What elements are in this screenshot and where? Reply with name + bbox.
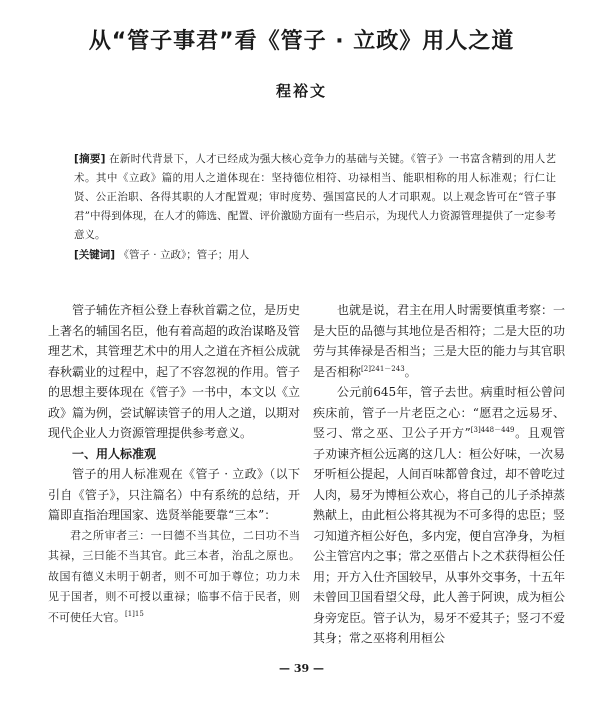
body-paragraph: 管子的用人标准观在《管子 · 立政》（以下引自《管子》，只注篇名）中有系统的总结，开篇即直指治理国家、选贤举能要靠“三本”： [48,467,300,522]
quote-block [48,526,300,629]
paragraph-text: 也就是说，君主在用人时需要慎重考察：一是大臣的品德与其地位是否相符；二是大臣的功劳与其俸禄是否相当；三是大臣的能力与其官职是否相称 [313,303,566,379]
citation-ref: [3]448－449 [470,426,515,434]
section-heading: 一、用人标准观 [72,446,157,461]
paragraph-text: 。且观管子劝谏齐桓公远离的这几人：桓公好味，一次易牙听桓公提起，人间百味都曾食过，却不曾吃过人肉，易牙为博桓公欢心，将自己的儿子杀掉蒸熟献上，由此桓公将其视为不可多得的忠臣；竖刁知道齐桓公好色，多内宠，便自宫净身，为桓公主管宫内之事；常之巫借占卜之术获得桓公任用；开方入仕齐国较早，从事外交事务，十五年未曾回卫国看望父母，此人善于阿谀，成为桓公身旁宠臣。管子认为，易牙不爱其子；竖刁不爱其身；常之巫将利用桓公 [313,426,566,645]
citation-ref: [2]241－243 [361,364,405,373]
paragraph-end: 。 [404,364,417,379]
keywords-text: 《管子 · 立政》；管子；用人 [118,249,250,261]
abstract [74,150,556,245]
keywords [74,246,556,265]
right-column [313,300,565,649]
quote-text: 君之所审者三：一曰德不当其位，二曰功不当其禄，三曰能不当其官。此三本者，治乱之原也。故国有德义未明于朝者，则不可加于尊位；功力未见于国者，则不可授以重禄；临事不信于民者，则不可使任大官。 [48,528,300,624]
body-paragraph [313,382,565,649]
article-title: 从“管子事君”看《管子 · 立政》用人之道 [88,29,515,54]
paragraph-text: 公元前645年，管子去世。病重时桓公曾问疾床前，管子一片老臣之心：“愿君之远易牙、竖刁、常之巫、卫公子开方” [313,385,565,440]
keywords-label: [关键词] [74,249,116,261]
abstract-label: [摘要] [74,153,106,165]
author-name: 程裕文 [275,82,327,100]
citation-ref: [1]15 [125,609,144,618]
abstract-text: 在新时代背景下，人才已经成为强大核心竞争力的基础与关键。《管子》一书富含精到的用人艺术。其中《立政》篇的用人之道体现在：坚持德位相符、功禄相当、能职相称的用人标准观；行仁让贤、公正治职、各得其职的人才配置观；审时度势、强国富民的人才司职观。以上观念皆可在“管子事君”中得到体现，在人才的筛选、配置、评价激励方面有一些启示，为现代人力资源管理提供了一定参考意义。 [74,153,556,241]
left-column [48,300,300,628]
page-number: — 39 — [279,662,324,675]
body-paragraph [313,300,565,382]
intro-paragraph: 管子辅佐齐桓公登上春秋首霸之位，是历史上著名的辅国名臣，他有着高超的政治谋略及管理艺术，其管理艺术中的用人之道在齐桓公成就春秋霸业的过程中，起了不容忽视的作用。管子的思想主要体现在《管子》一书中，本文以《立政》篇为例，尝试解读管子的用人之道，以期对现代企业人力资源管理提供参考意义。 [48,303,301,440]
